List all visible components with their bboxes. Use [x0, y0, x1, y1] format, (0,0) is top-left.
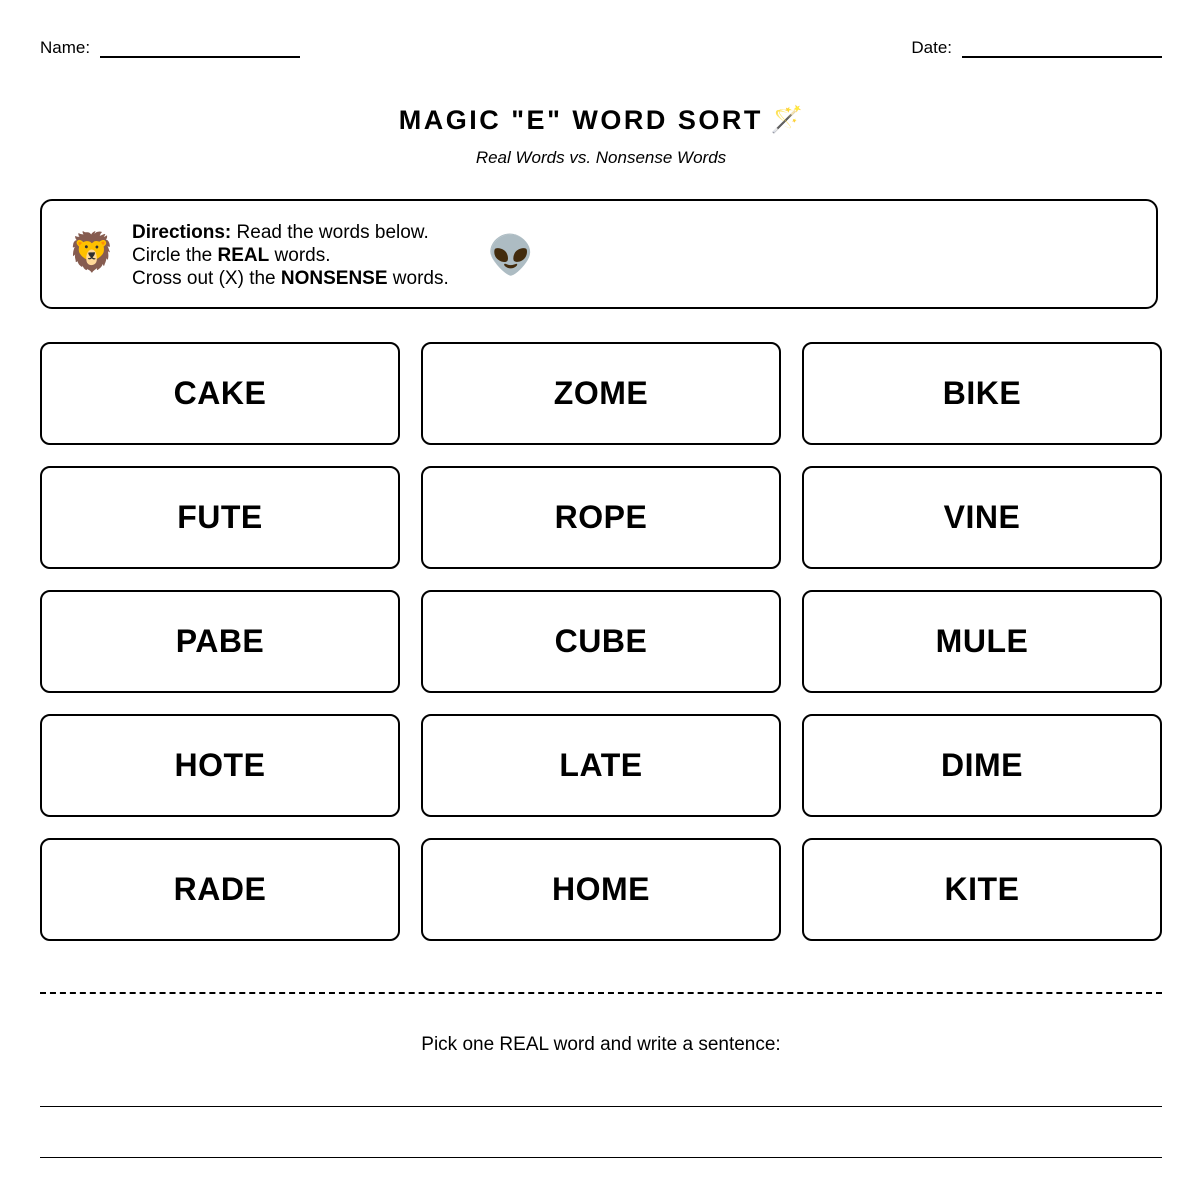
worksheet-title: [0, 104, 1202, 136]
word-card[interactable]: HOME: [421, 838, 781, 941]
directions-text: Directions: Read the words below. Circle the REAL words. Cross out (X) the NONSENSE words.: [132, 222, 449, 289]
worksheet-subtitle: Real Words vs. Nonsense Words: [475, 148, 727, 167]
word-card[interactable]: FUTE: [40, 466, 400, 569]
name-label: Name:: [40, 38, 91, 57]
date-label: Date:: [911, 38, 952, 57]
word-card[interactable]: ROPE: [421, 466, 781, 569]
word-card[interactable]: DIME: [802, 714, 1162, 817]
word-card[interactable]: KITE: [802, 838, 1162, 941]
sentence-write-line-1[interactable]: [40, 1106, 1162, 1107]
name-write-line[interactable]: [100, 40, 300, 58]
name-field[interactable]: [40, 38, 300, 58]
date-write-line[interactable]: [962, 40, 1162, 58]
lion-icon: 🦁: [68, 232, 116, 274]
word-card[interactable]: PABE: [40, 590, 400, 693]
magic-wand-icon: 🪄: [770, 104, 804, 134]
word-card[interactable]: LATE: [421, 714, 781, 817]
title-text: MAGIC "E" WORD SORT: [398, 105, 763, 135]
sentence-prompt: Pick one REAL word and write a sentence:: [421, 1034, 781, 1055]
word-card[interactable]: VINE: [802, 466, 1162, 569]
word-card[interactable]: MULE: [802, 590, 1162, 693]
alien-icon: 👽: [487, 235, 535, 277]
directions-label: Directions:: [132, 222, 232, 243]
dashed-divider: [40, 992, 1162, 994]
word-card[interactable]: ZOME: [421, 342, 781, 445]
word-card[interactable]: BIKE: [802, 342, 1162, 445]
word-card[interactable]: RADE: [40, 838, 400, 941]
word-card[interactable]: HOTE: [40, 714, 400, 817]
word-card[interactable]: CUBE: [421, 590, 781, 693]
sentence-write-line-2[interactable]: [40, 1157, 1162, 1158]
directions-box: [40, 199, 1158, 309]
word-card[interactable]: CAKE: [40, 342, 400, 445]
header-row: [40, 38, 1162, 62]
date-field[interactable]: [911, 38, 1162, 58]
word-grid: [40, 342, 1162, 941]
